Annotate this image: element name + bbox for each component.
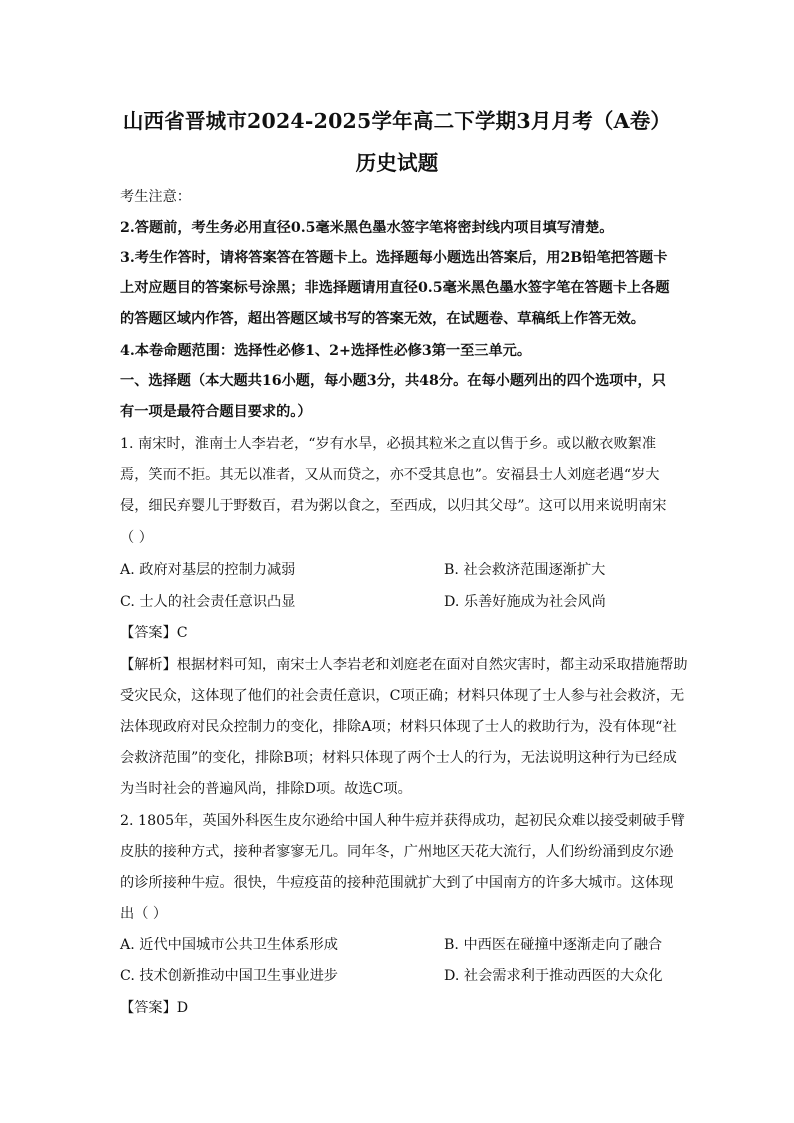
- exam-subtitle: 历史试题: [355, 151, 439, 175]
- q1-stem-line-1: 1. 南宋时，淮南士人李岩老，“岁有水旱，必损其粒米之直以售于乡。或以敝衣败絮准: [120, 436, 657, 452]
- q1-analysis-line-5: 为当时社会的普遍风尚，排除D项。故选C项。: [120, 781, 412, 797]
- exam-title: 山西省晋城市2024-2025学年高二下学期3月月考（A卷）: [122, 109, 672, 133]
- notice-item-3-line-3: 的答题区域内作答，超出答题区域书写的答案无效，在试题卷、草稿纸上作答无效。: [120, 311, 645, 327]
- notice-heading: 考生注意：: [120, 189, 191, 205]
- q1-stem-line-3: 侵，细民弃婴儿于野数百，君为粥以食之，至西成，以归其父母”。这可以用来说明南宋: [120, 498, 667, 514]
- notice-item-2: 2.答题前，考生务必用直径0.5毫米黑色墨水签字笔将密封线内项目填写清楚。: [120, 220, 614, 236]
- notice-item-3-line-2: 上对应题目的答案标号涂黑；非选择题请用直径0.5毫米黑色墨水签字笔在答题卡上各题: [120, 280, 670, 296]
- q2-stem-line-3: 的诊所接种牛痘。很快，牛痘疫苗的接种范围就扩大到了中国南方的许多大城市。这体现: [120, 875, 674, 891]
- q2-option-b: B. 中西医在碰撞中逐渐走向了融合: [444, 937, 663, 953]
- q2-option-a: A. 近代中国城市公共卫生体系形成: [120, 937, 338, 953]
- q1-option-c: C. 士人的社会责任意识凸显: [120, 594, 296, 610]
- q1-analysis-line-3: 法体现政府对民众控制力的变化，排除A项；材料只体现了士人的救助行为，没有体现“社: [120, 719, 677, 735]
- q2-stem-line-1: 2. 1805年，英国外科医生皮尔逊给中国人种牛痘并获得成功，起初民众难以接受刺破手臂: [120, 813, 685, 829]
- notice-item-4: 4.本卷命题范围：选择性必修1、2+选择性必修3第一至三单元。: [120, 343, 532, 359]
- q1-option-a: A. 政府对基层的控制力减弱: [120, 562, 296, 578]
- q2-option-c: C. 技术创新推动中国卫生事业进步: [120, 968, 338, 984]
- q1-option-b: B. 社会救济范围逐渐扩大: [444, 562, 606, 578]
- section-heading-line-1: 一、选择题（本大题共16小题，每小题3分，共48分。在每小题列出的四个选项中，只: [120, 373, 666, 389]
- q1-option-d: D. 乐善好施成为社会风尚: [444, 594, 606, 610]
- q1-analysis-line-4: 会救济范围”的变化，排除B项；材料只体现了两个士人的行为，无法说明这种行为已经成: [120, 750, 677, 766]
- q1-answer: 【答案】C: [120, 625, 188, 641]
- q1-analysis-line-2: 受灾民众，这体现了他们的社会责任意识，C项正确；材料只体现了士人参与社会救济，无: [120, 688, 685, 704]
- q1-stem-line-4: （ ）: [120, 530, 153, 546]
- q2-stem-line-2: 皮肤的接种方式，接种者寥寥无几。同年冬，广州地区天花大流行，人们纷纷涌到皮尔逊: [120, 844, 674, 860]
- q2-stem-line-4: 出（ ）: [120, 906, 168, 922]
- section-heading-line-2: 有一项是最符合题目要求的。）: [120, 404, 312, 420]
- notice-item-3-line-1: 3.考生作答时，请将答案答在答题卡上。选择题每小题选出答案后，用2B铅笔把答题卡: [120, 250, 668, 266]
- q1-stem-line-2: 焉，笑而不拒。其无以准者，又从而贷之，亦不受其息也”。安福县士人刘庭老遇“岁大: [120, 467, 660, 483]
- q2-answer: 【答案】D: [120, 1000, 189, 1016]
- q1-analysis-line-1: 【解析】根据材料可知，南宋士人李岩老和刘庭老在面对自然灾害时，都主动采取措施帮助: [120, 657, 688, 673]
- q2-option-d: D. 社会需求利于推动西医的大众化: [444, 968, 663, 984]
